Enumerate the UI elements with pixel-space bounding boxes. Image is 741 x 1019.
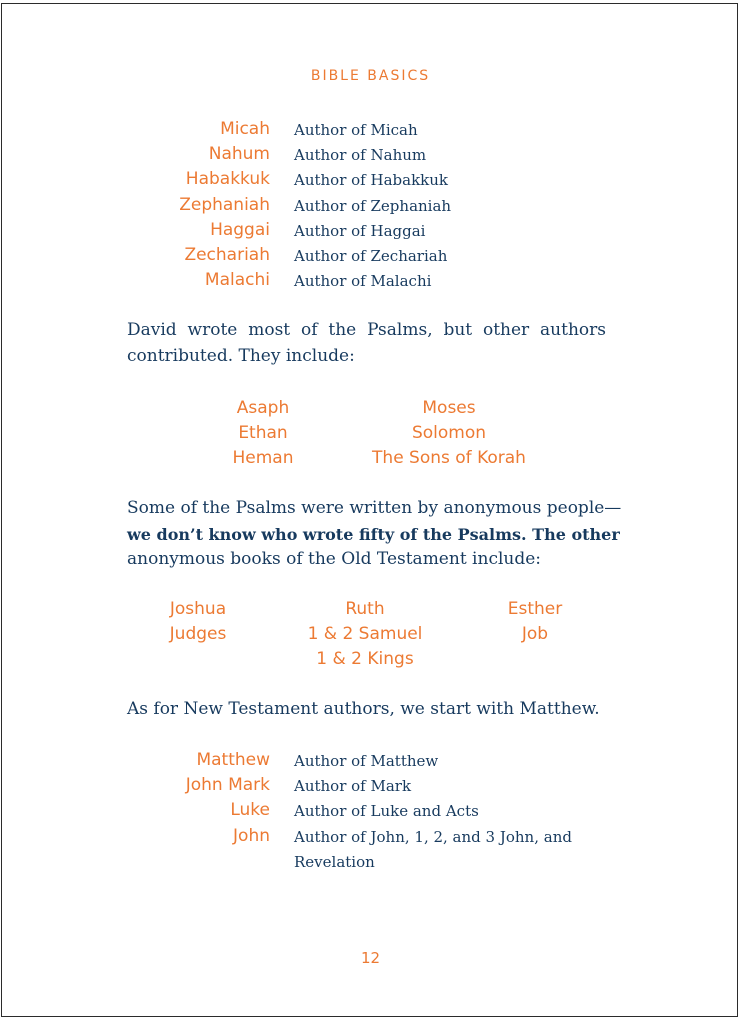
author-description: Author of Zephaniah <box>294 196 452 215</box>
anonymous-books-col3 <box>475 597 595 647</box>
list-item: Solomon <box>411 423 487 443</box>
author-name: Luke <box>230 800 270 821</box>
list-item <box>2 269 739 294</box>
book-page <box>1 3 738 1017</box>
author-name: John <box>233 825 270 846</box>
list-item <box>2 244 739 269</box>
paragraph-line: Some of the Psalms were written by anonymous people— <box>127 498 622 518</box>
list-item <box>2 850 739 875</box>
list-item: Job <box>521 624 549 644</box>
list-item <box>2 194 739 219</box>
author-description: Author of Matthew <box>294 752 439 770</box>
prophets-author-list <box>2 118 739 294</box>
list-item <box>2 774 739 799</box>
list-item <box>2 118 739 143</box>
list-item: Esther <box>507 599 563 619</box>
list-item <box>2 143 739 168</box>
anonymous-paragraph <box>127 496 622 573</box>
list-item <box>2 799 739 824</box>
author-name: John Mark <box>185 775 270 796</box>
anonymous-books-col1 <box>138 597 258 647</box>
author-name: Habakkuk <box>185 169 270 190</box>
list-item: Moses <box>422 398 476 418</box>
author-name: Zechariah <box>184 244 270 265</box>
page-number: 12 <box>360 949 381 967</box>
list-item <box>2 168 739 193</box>
list-item: 1 & 2 Kings <box>316 649 414 669</box>
author-name: Zephaniah <box>179 194 270 215</box>
author-name: Micah <box>220 119 270 139</box>
author-description: Author of Mark <box>294 777 412 796</box>
author-description: Author of Luke and Acts <box>294 802 479 821</box>
list-item: 1 & 2 Samuel <box>307 624 423 644</box>
nt-author-list <box>2 749 739 875</box>
list-item <box>2 749 739 774</box>
running-header: BIBLE BASICS <box>310 68 431 84</box>
author-description: Author of Haggai <box>294 221 426 240</box>
psalms-authors-right <box>349 396 549 471</box>
psalms-authors-left <box>205 396 321 471</box>
list-item <box>2 219 739 244</box>
author-description: Author of Habakkuk <box>294 171 448 190</box>
list-item <box>2 825 739 850</box>
list-item: Ruth <box>345 599 385 619</box>
paragraph-line: anonymous books of the Old Testament include: <box>127 549 542 569</box>
author-description: Author of Zechariah <box>294 246 448 265</box>
list-item: Heman <box>232 448 294 468</box>
author-name: Nahum <box>208 144 270 165</box>
paragraph-line-bold: we don’t know who wrote fifty of the Psalms. The other <box>127 524 620 544</box>
list-item: The Sons of Korah <box>372 448 526 468</box>
author-description: Author of Malachi <box>294 272 432 291</box>
author-name: Malachi <box>204 270 270 291</box>
author-name: Haggai <box>210 219 270 240</box>
author-description: Author of John, 1, 2, and 3 John, and <box>294 827 572 846</box>
list-item: Asaph <box>236 398 290 418</box>
psalms-paragraph: David wrote most of the Psalms, but other authors contributed. They include: <box>127 320 606 366</box>
list-item: Judges <box>169 624 227 644</box>
list-item: Joshua <box>169 599 227 619</box>
author-description: Author of Nahum <box>294 146 427 165</box>
author-description: Revelation <box>294 852 375 871</box>
author-name: Matthew <box>196 750 270 770</box>
author-description: Author of Micah <box>294 121 418 139</box>
nt-paragraph: As for New Testament authors, we start with Matthew. <box>127 699 600 719</box>
anonymous-books-col2 <box>290 597 440 672</box>
list-item: Ethan <box>238 423 288 443</box>
